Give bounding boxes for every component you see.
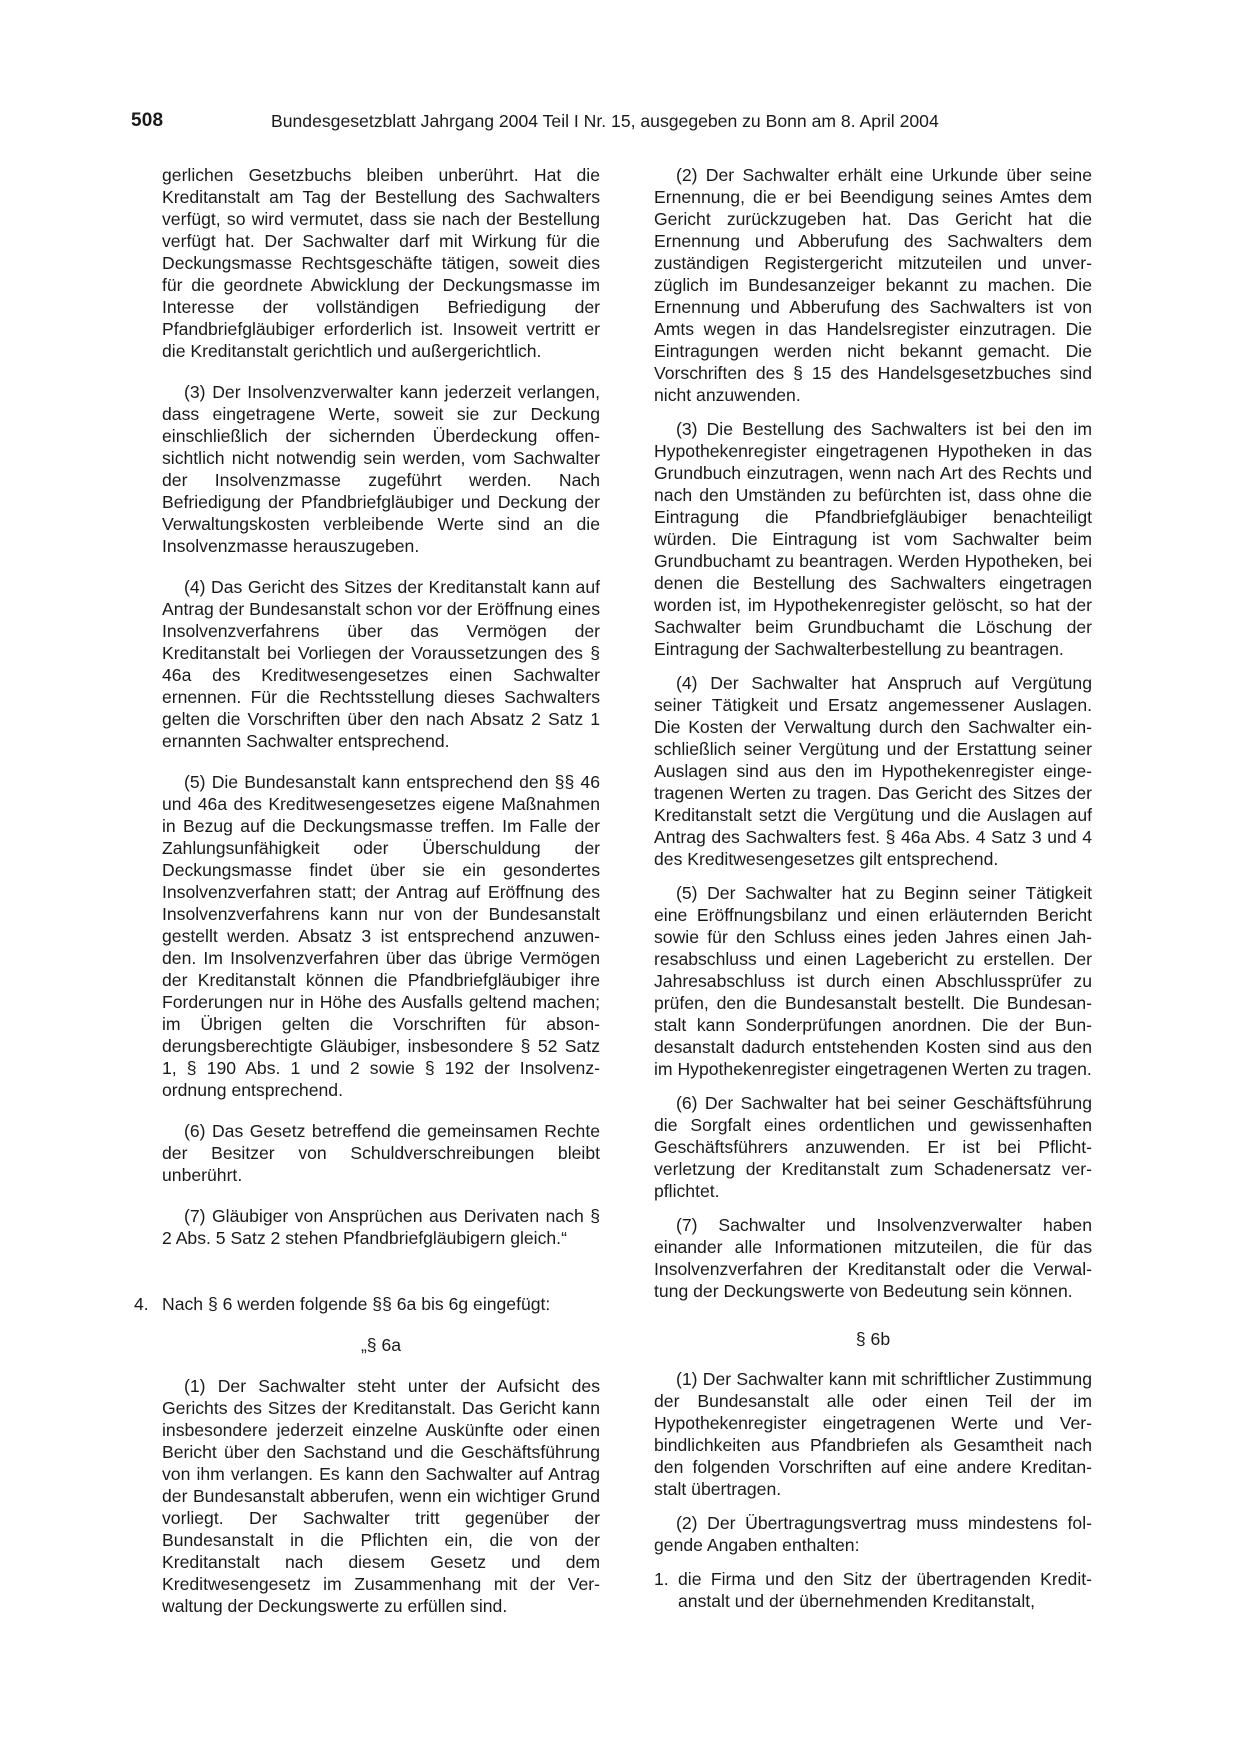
- paragraph-7: (7) Gläubiger von Ansprüchen aus Derivaten nach § 2 Abs. 5 Satz 2 stehen Pfandbriefgläubigern gleich.“: [162, 1206, 600, 1248]
- paragraph-5: (5) Der Sachwalter hat zu Beginn seiner Tätigkeit eine Eröffnungsbilanz und einen erläuternden Bericht sowie für den Schluss eines jeden Jahres einen Jahresabschluss und einen Lagebericht zu erstellen. Der Jahresabschluss ist durch einen Abschlussprüfer zu prüfen, den die Bundesanstalt bestellt. Die Bundesanstalt kann Sonderprüfungen anordnen. Die der Bundesanstalt dadurch entstehenden Kosten sind aus den im Hypothekenregister eingetragenen Werten zu tragen.: [654, 883, 1092, 1079]
- paragraph-3: (3) Die Bestellung des Sachwalters ist bei den im Hypothekenregister eingetragenen Hypotheken in das Grundbuch einzutragen, wenn nach Art des Rechts und nach den Umständen zu befürchten ist, dass ohne die Eintragung die Pfandbriefgläubiger benachteiligt würden. Die Eintragung ist vom Sachwalter beim Grundbuchamt zu beantragen. Werden Hypotheken, bei denen die Bestellung des Sachwalters eingetragen worden ist, im Hypothekenregister gelöscht, so hat der Sachwalter beim Grundbuchamt die Löschung der Eintragung der Sachwalterbestellung zu beantragen.: [654, 419, 1092, 659]
- paragraph-6b-1: (1) Der Sachwalter kann mit schriftlicher Zustimmung der Bundesanstalt alle oder einen Teil der im Hypothekenregister eingetragenen Werte und Verbindlichkeiten aus Pfandbriefen als Gesamtheit nach den folgenden Vorschriften auf eine andere Kreditanstalt übertragen.: [654, 1369, 1092, 1499]
- paragraph-6: (6) Das Gesetz betreffend die gemeinsamen Rechte der Besitzer von Schuldverschreibungen bleibt unberührt.: [162, 1121, 600, 1185]
- running-head: Bundesgesetzblatt Jahrgang 2004 Teil I Nr. 15, ausgegeben zu Bonn am 8. April 2004: [271, 111, 939, 131]
- paragraph-6a-1: (1) Der Sachwalter steht unter der Aufsicht des Gerichts des Sitzes der Kreditanstalt. Das Gericht kann insbesondere jederzeit einzelne Auskünfte oder einen Bericht über den Sachstand und die Geschäftsführung von ihm verlangen. Es kann den Sachwalter auf Antrag der Bundesanstalt abberufen, wenn ein wichtiger Grund vorliegt. Der Sachwalter tritt gegenüber der Bundesanstalt in die Pflichten ein, die von der Kreditanstalt nach diesem Gesetz und dem Kreditwesengesetz im Zusammenhang mit der Verwaltung der Deckungswerte zu erfüllen sind.: [162, 1376, 600, 1616]
- paragraph-6: (6) Der Sachwalter hat bei seiner Geschäftsführung die Sorgfalt eines ordentlichen und gewissenhaften Geschäftsführers anzuwenden. Er ist bei Pflichtverletzung der Kreditanstalt zum Schadenersatz verpflichtet.: [654, 1093, 1092, 1201]
- amendment-item-4: [134, 1293, 600, 1315]
- list-item-text: die Firma und den Sitz der übertragenden Kreditanstalt und der übernehmenden Kreditanstalt,: [678, 1569, 1092, 1611]
- list-item-1: [654, 1568, 1092, 1612]
- section-heading-6b: § 6b: [855, 1329, 891, 1349]
- list-item-number: 1.: [654, 1569, 669, 1589]
- paragraph-continuation: gerlichen Gesetzbuchs bleiben unberührt. Hat die Kreditanstalt am Tag der Bestellung des Sachwalters verfügt, so wird vermutet, dass sie nach der Bestellung verfügt hat. Der Sachwalter darf mit Wirkung für die Deckungsmasse Rechtsgeschäfte tätigen, soweit dies für die geordnete Abwicklung der Deckungsmasse im Interesse der vollständigen Befriedigung der Pfandbriefgläubiger erforderlich ist. Insoweit vertritt er die Kreditanstalt gerichtlich und außergerichtlich.: [162, 165, 600, 361]
- right-column: [654, 164, 1092, 1612]
- left-column: [134, 164, 600, 1617]
- paragraph-4: (4) Das Gericht des Sitzes der Kreditanstalt kann auf Antrag der Bundesanstalt schon vor der Eröffnung eines Insolvenzverfahrens über das Vermögen der Kreditanstalt bei Vorliegen der Voraussetzungen des § 46a des Kreditwesengesetzes einen Sachwalter ernennen. Für die Rechtsstellung dieses Sachwalters gelten die Vorschriften über den nach Absatz 2 Satz 1 ernannten Sachwalter entsprechend.: [162, 577, 600, 751]
- paragraph-6b-2: (2) Der Übertragungsvertrag muss mindestens folgende Angaben enthalten:: [654, 1513, 1092, 1555]
- item-number: 4.: [134, 1294, 149, 1314]
- page-number: 508: [131, 110, 164, 131]
- paragraph-4: (4) Der Sachwalter hat Anspruch auf Vergütung seiner Tätigkeit und Ersatz angemessener Auslagen. Die Kosten der Verwaltung durch den Sachwalter einschließlich seiner Vergütung und der Erstattung seiner Auslagen sind aus den im Hypothekenregister eingetragenen Werten zu tragen. Das Gericht des Sitzes der Kreditanstalt setzt die Vergütung und die Auslagen auf Antrag des Sachwalters fest. § 46a Abs. 4 Satz 3 und 4 des Kreditwesengesetzes gilt entsprechend.: [654, 673, 1092, 869]
- item-text: Nach § 6 werden folgende §§ 6a bis 6g eingefügt:: [162, 1294, 551, 1314]
- paragraph-7: (7) Sachwalter und Insolvenzverwalter haben einander alle Informationen mitzuteilen, die für das Insolvenzverfahren der Kreditanstalt oder die Verwaltung der Deckungswerte von Bedeutung sein können.: [654, 1215, 1092, 1301]
- section-heading-6a: „§ 6a: [360, 1335, 402, 1355]
- paragraph-5: (5) Die Bundesanstalt kann entsprechend den §§ 46 und 46a des Kreditwesengesetzes eigene Maßnahmen in Bezug auf die Deckungsmasse treffen. Im Falle der Zahlungsunfähigkeit oder Überschuldung der Deckungsmasse findet über sie ein gesondertes Insolvenzverfahren statt; der Antrag auf Eröffnung des Insolvenzverfahrens kann nur von der Bundesanstalt gestellt werden. Absatz 3 ist entsprechend anzuwenden. Im Insolvenzverfahren über das übrige Vermögen der Kreditanstalt können die Pfandbriefgläubiger ihre Forderungen nur in Höhe des Ausfalls geltend machen; im Übrigen gelten die Vorschriften für absonderungsberechtigte Gläubiger, insbesondere § 52 Satz 1, § 190 Abs. 1 und 2 sowie § 192 der Insolvenzordnung entsprechend.: [162, 772, 600, 1100]
- paragraph-2: (2) Der Sachwalter erhält eine Urkunde über seine Ernennung, die er bei Beendigung seines Amtes dem Gericht zurückzugeben hat. Das Gericht hat die Ernennung und Abberufung des Sachwalters dem zuständigen Registergericht mitzuteilen und unverzüglich im Bundesanzeiger bekannt zu machen. Die Ernennung und Abberufung des Sachwalters ist von Amts wegen in das Handelsregister einzutragen. Die Eintragungen werden nicht bekannt gemacht. Die Vorschriften des § 15 des Handelsgesetzbuches sind nicht anzuwenden.: [654, 165, 1092, 405]
- paragraph-3: (3) Der Insolvenzverwalter kann jederzeit verlangen, dass eingetragene Werte, soweit sie zur Deckung einschließlich der sichernden Überdeckung offensichtlich nicht notwendig sein werden, vom Sachwalter der Insolvenzmasse zugeführt werden. Nach Befriedigung der Pfandbriefgläubiger und Deckung der Verwaltungskosten verbleibende Werte sind an die Insolvenzmasse herauszugeben.: [162, 382, 600, 556]
